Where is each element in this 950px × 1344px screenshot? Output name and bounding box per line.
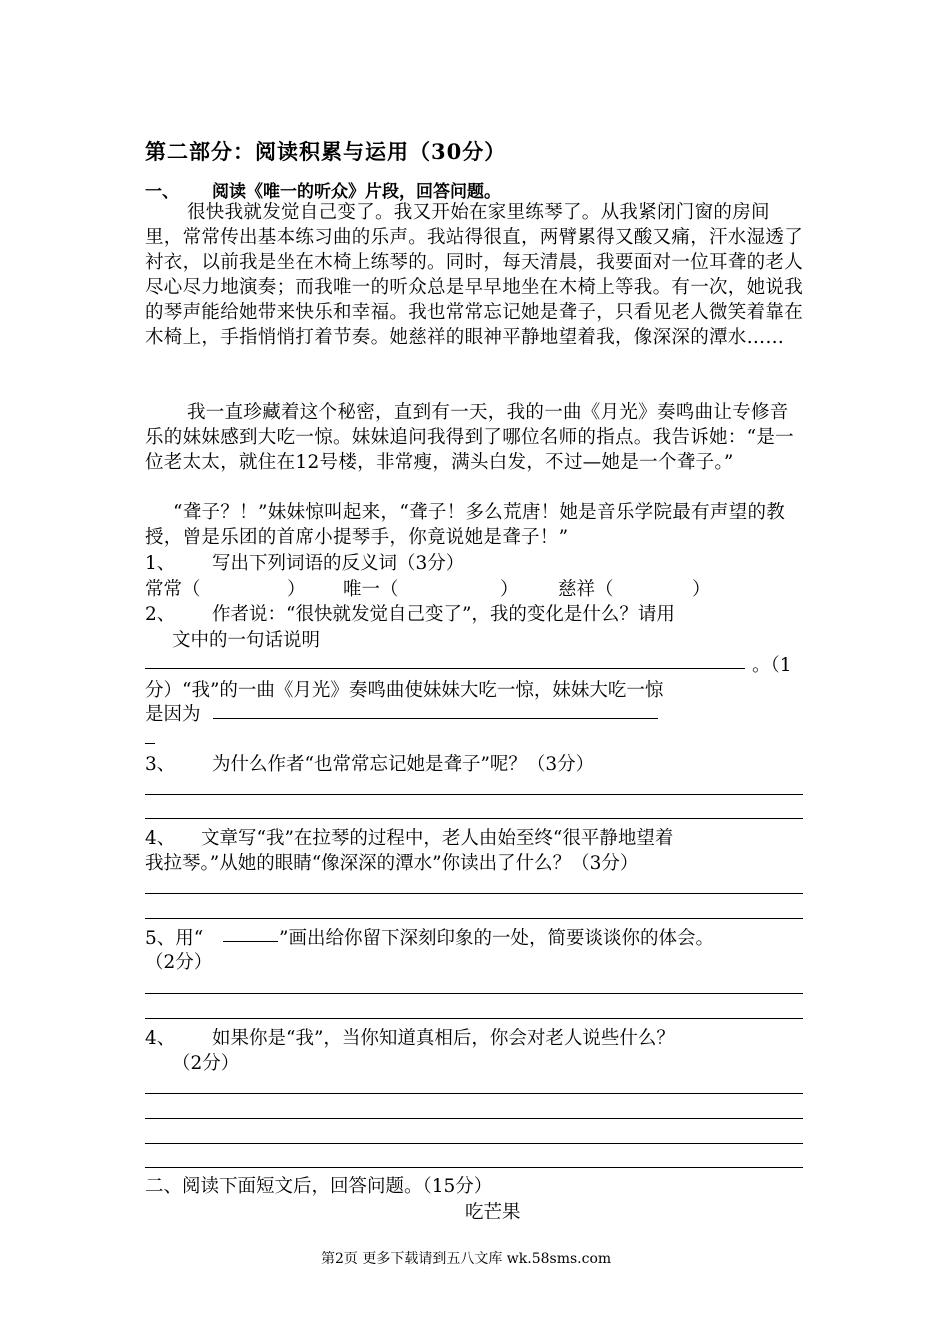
answer-line[interactable] [145,794,803,795]
answer-line[interactable] [145,668,745,669]
antonym-label-2: 唯一（ [343,579,399,600]
q2-line1: 作者说：“很快就发觉自己变了”，我的变化是什么？请用 [212,604,675,625]
section-title: 第二部分：阅读积累与运用（30分） [145,139,507,164]
underline-marker [223,941,278,942]
story-title: 吃芒果 [465,1202,521,1223]
q5-suffix: ”画出给你留下深刻印象的一处，简要谈谈你的体会。 [279,928,714,949]
q2-line2: 文中的一句话说明 [172,630,321,651]
antonym-close-2: ） [500,579,519,600]
q2-line3: 分）“我”的一曲《月光》奏鸣曲使妹妹大吃一惊，妹妹大吃一惊 [145,680,664,701]
antonym-label-3: 慈祥（ [558,579,614,600]
q2-number: 2、 [145,604,176,625]
q4-number: 4、 [145,828,176,849]
q3-number: 3、 [145,754,176,775]
answer-line[interactable] [145,818,803,819]
q3-text: 为什么作者“也常常忘记她是聋子”呢？（3分） [212,754,595,775]
q2-score-tail: 。（1 [752,655,792,676]
page-footer: 第2页 更多下载请到五八文库 wk.58sms.com [321,1251,612,1267]
answer-line[interactable] [145,1167,803,1168]
q4-line2: 我拉琴。”从她的眼睛“像深深的潭水”你读出了什么？（3分） [145,853,639,874]
q4-line1: 文章写“我”在拉琴的过程中，老人由始至终“很平静地望着 [201,828,674,849]
q6-number: 4、 [145,1028,176,1049]
answer-line[interactable] [145,993,803,994]
q5-prefix: 5、用“ [145,928,204,949]
answer-line[interactable] [213,718,658,719]
q2-line4: 是因为 [145,704,201,725]
answer-line[interactable] [145,1018,803,1019]
answer-line[interactable] [145,1093,803,1094]
part1-number: 一、 [145,182,179,202]
q1-text: 写出下列词语的反义词（3分） [212,553,465,574]
antonym-close-3: ） [692,579,711,600]
antonym-close-1: ） [287,579,306,600]
q6-line2: （2分） [172,1053,240,1074]
passage-paragraph-1: 很快我就发觉自己变了。我又开始在家里练琴了。从我紧闭门窗的房间里，常常传出基本练习曲的乐声。我站得很直，两臂累得又酸又痛，汗水湿透了衬衣，以前我是坐在木椅上练琴的。同时，每天清晨，我要面对一位耳聋的老人尽心尽力地演奏；而我唯一的听众总是早早地坐在木椅上等我。有一次，她说我的琴声能给她带来快乐和幸福。我也常常忘记她是聋子，只看见老人微笑着靠在木椅上，手指悄悄打着节奏。她慈祥的眼神平静地望着我，像深深的潭水…… [145,202,804,348]
passage-paragraph-2: 我一直珍藏着这个秘密，直到有一天，我的一曲《月光》奏鸣曲让专修音乐的妹妹感到大吃一惊。妹妹追问我得到了哪位名师的指点。我告诉她：“是一位老太太，就住在12号楼，非常瘦，满头白发，不过—她是一个聋子。” [145,402,794,473]
answer-line-stub [145,743,155,744]
answer-line[interactable] [145,893,803,894]
q5-line2: （2分） [145,952,213,973]
q1-number: 1、 [145,553,176,574]
answer-line[interactable] [145,1118,803,1119]
answer-line[interactable] [145,918,803,919]
passage-paragraph-3: “聋子？！”妹妹惊叫起来，“聋子！多么荒唐！她是音乐学院最有声望的教授，曾是乐团的首席小提琴手，你竟说她是聋子！” [145,502,786,548]
q6-line1: 如果你是“我”，当你知道真相后，你会对老人说些什么？ [212,1028,675,1049]
part1-heading: 阅读《唯一的听众》片段，回答问题。 [212,182,501,202]
antonym-label-1: 常常（ [145,579,201,600]
answer-line[interactable] [145,1143,803,1144]
part2-heading: 二、阅读下面短文后，回答问题。（15分） [145,1176,493,1197]
